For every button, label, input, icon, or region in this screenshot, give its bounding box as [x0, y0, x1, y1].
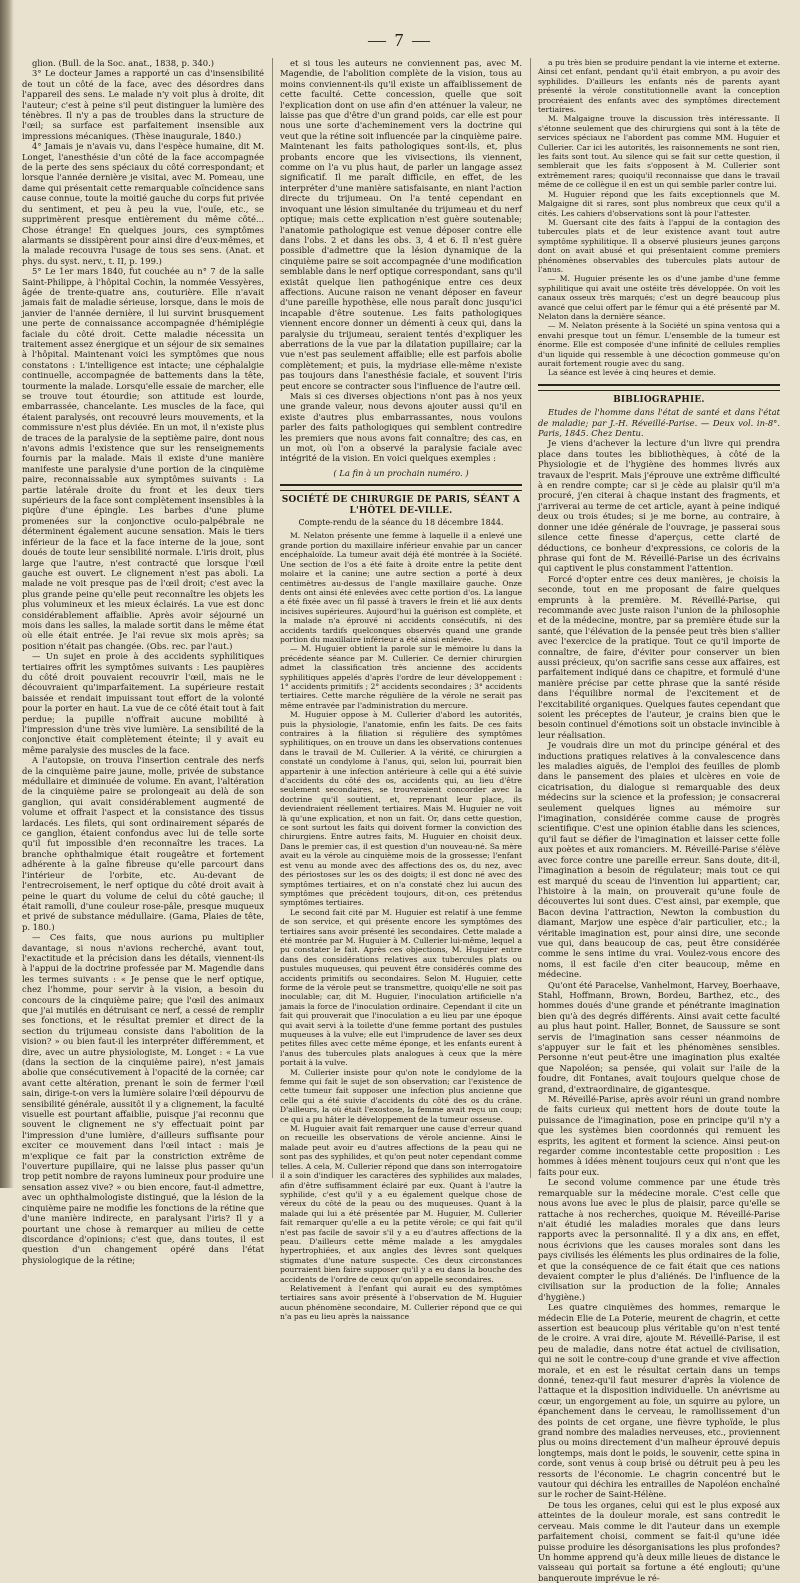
paragraph: M. Huguier oppose à M. Cullerier d'abord les autorités, puis la physiologie, l'anatomie, enfin les faits. De ces faits contraires à la filiation si régulière des symptômes syphilitiques, on en trouve un dans les observations contenues dans le travail de M. Cullerier. A la vérité, ce chirurgien a constaté un condylome à l'anus, qui, selon lui, pourrait bien appartenir à une infection antérieure à celle qui a été suivie d'accidents du côté des os, accidents qui, au lieu d'être seulement secondaires, se trouveraient concorder avec la doctrine qu'il soutient, et, reprenant leur place, ils deviendraient réellement tertiaires. Mais M. Huguier ne voit là qu'une explication, et non un fait. Or, dans cette question, ce sont surtout les faits qui doivent former la conviction des chirurgiens. Entre autres faits, M. Huguier en choisit deux. Dans le premier cas, il est question d'un nouveau-né. Sa mère avait eu la vérole au cinquième mois de la grossesse; l'enfant est venu au monde avec des affections des os, du nez, avec des périostoses sur les os des doigts; il est donc né avec des symptômes tertiaires, et on n'a constaté chez lui aucun des symptômes que précèdent toujours, dit-on, ces prétendus symptômes tertiaires. [280, 710, 522, 908]
book-title: Etudes de l'homme dans l'état de santé et dans l'état de maladie; par J.-H. Réveillé-Parise. — Deux vol. in-8°. Paris, 1845. Chez Dentu. [538, 407, 780, 439]
paragraph: M. Guersant cite des faits à l'appui de la contagion des tubercules plats et de leur existence avant tout autre symptôme syphilitique. Il a observé plusieurs jeunes garçons dont on avait abusé et qui présentaient comme premiers phénomènes observables des tubercules plats autour de l'anus. [538, 217, 780, 274]
paragraph: M. Cullerier insiste pour qu'on note le condylome de la femme qui fait le sujet de son observation; car l'existence de cette tumeur fait supposer une infection plus ancienne que celle qui a été suivie d'accidents du côté des os du crâne. D'ailleurs, la où était l'exostose, la femme avait reçu un coup; ce qui a pu hâter le développement de la tumeur osseuse. [280, 1067, 522, 1124]
paragraph: M. Nelaton présente une femme à laquelle il a enlevé une grande portion du maxillaire inférieur envahie par un cancer encéphaloïde. La tumeur avait déjà été montrée à la Société. Une section de l'os a été faite à droite entre la petite dent molaire et la canine; une autre section a porté à deux centimètres au-dessus de l'angle maxillaire gauche. Onze dents ont ainsi été enlevées avec cette portion d'os. La langue a été fixée avec un fil passé à travers le frein et lié aux dents incisives supérieures. Aujourd'hui la guérison est complète, et la malade n'a éprouvé ni accidents consécutifs, ni des accidents tardifs quelconques observés quand une grande portion du maxillaire inférieur a été ainsi enlevée. [280, 531, 522, 644]
paragraph: La séance est levée à cinq heures et demie. [548, 368, 716, 378]
paragraph: Qu'ont été Paracelse, Vanhelmont, Harvey, Boerhaave, Stahl, Hoffmann, Brown, Bordeu, Barthez, etc., des hommes doués d'une grande et pénétrante imagination bien qu'à des degrés différents. Ainsi avait cette faculté au plus haut point. Haller, Bonnet, de Saussure se sont servis de l'imagination sans cesser néanmoins de s'appuyer sur le fait et les phénomènes sensibles. Personne n'eut peut-être une imagination plus exaltée que Napoléon; sa pensée, qui volait sur l'aile de la foudre, dit Fontanes, avait toujours quelque chose de grand, d'extraordinaire, de gigantesque. [538, 979, 780, 1094]
paragraph: 4° Jamais je n'avais vu, dans l'espèce humaine, dit M. Longet, l'anesthésie d'un côté de la face accompagnée de la perte des sens spéciaux du côté correspondant; et lorsque l'année dernière je visitai, avec M. Pomeau, une dame qui présentait cette remarquable coïncidence sans cause connue, toute la moitié gauche du corps fut privée du sentiment, et peu à peu la vue, l'ouïe, etc., se supprimèrent presque entièrement du même côté... Chose étrange! En quelques jours, ces symptômes alarmants se dissipèrent pour ainsi dire d'eux-mêmes, et la malade recouvra l'usage de tous ses sens. (Anat. et phys. du syst. nerv., t. II, p. 199.) [22, 141, 264, 266]
paragraph: Les quatre cinquièmes des hommes, remarque le médecin Elie de La Poterie, meurent de chagrin, et cette assertion est beaucoup plus véritable qu'on n'est tenté de le croire. A vrai dire, ajoute M. Réveillé-Parise, il est peu de maladie, dans notre état actuel de civilisation, qui ne soit le contre-coup d'une grande et vive affection morale, et en est le résultat certain dans un temps donné, tenez-qu'il faut mesurer d'après la violence de l'attaque et la disposition individuelle. Un anévrisme au cœur, un engorgement au foie, un squirre au pylore, un épanchement dans le cerveau, le ramollissement d'un des points de cet organe, une fièvre typhoïde, le plus grand nombre des maladies nerveuses, etc., proviennent plus ou moins directement d'un malheur éprouvé depuis longtemps, mais dont le poids, le souvenir, cette spina in corde, sont venus à coup brisé ou détruit peu à peu les ressorts de l'économie. Le chagrin concentré but le vautour qui déchira les entrailles de Napoléon enchaîné sur le rocher de Saint-Hélène. [538, 1302, 780, 1500]
bibliography-title: BIBLIOGRAPHIE. [613, 394, 705, 405]
column-middle [280, 58, 522, 1322]
column-divider [272, 58, 273, 1178]
section-subtitle: Compte-rendu de la séance du 18 décembre 1844. [298, 518, 504, 528]
page-number: — 7 — [368, 30, 432, 50]
paragraph: — Ces faits, que nous aurions pu multiplier davantage, si nous n'avions recherché, avant tout, l'exactitude et la précision dans les détails, viennent-ils à l'appui de la doctrine professée par M. Magendie dans les termes suivants : « Je pense que le nerf optique, chez l'homme, pour servir à la vision, a besoin du concours de la cinquième paire; que l'œil des animaux que j'ai mutilés en détruisant ce nerf, a cessé de remplir ses fonctions, et le résultat premier et direct de la section du trijumeau consiste dans l'abolition de la vision? » ou bien faut-il les interpréter différemment, et dire, avec un autre physiologiste, M. Longet : « La vue (dans la section de la cinquième paire), n'est jamais abolie que consécutivement à l'opacité de la cornée; car avant cette altération, prenant le soin de fermer l'œil sain, dirige-t-on vers la lumière solaire l'œil dépourvu de sensibilité générale, aussitôt il y a clignement, la faculté visuelle est pourtant affaiblie, puisque j'ai reconnu que souvent le clignement ne s'y effectuait point par l'impression d'une lumière, d'ailleurs suffisante pour exciter ce mouvement dans l'œil intact : mais je m'explique ce fait par la constriction extrême de l'ouverture pupillaire, qui ne laisse plus passer qu'un trop petit nombre de rayons lumineux pour produire une sensation assez vive? » ou bien encore, faut-il admettre, avec un ophthalmologiste distingué, que la lésion de la cinquième paire ne modifie les fonctions de la rétine que d'une manière indirecte, en paralysant l'iris? Il y a pourtant une chose à remarquer au milieu de cette discordance d'opinions; c'est que, dans toutes, il est question d'un changement opéré dans l'état physiologique de la rétine; [22, 932, 264, 1265]
paragraph: Le second volume commence par une étude très remarquable sur la médecine morale. C'est celle que nous avons lue avec le plus de plaisir, parce qu'elle se rattache à nos recherches, quoique M. Réveillé-Parise n'ait étudié les maladies morales que dans leurs rapports avec la personnalité. Il y a dix ans, en effet, nous écrivions que les causes morales sont dans les pays civilisés les éléments les plus ordinaires de la folie, et que la conséquence de ce fait était que ces nations devaient compter le plus d'aliénés. De l'influence de la civilisation sur la production de la folie; Annales d'hygiène.) [538, 1177, 780, 1302]
paragraph: Mais si ces diverses objections n'ont pas à nos yeux une grande valeur, nous devons ajouter aussi qu'il en existe d'autres plus embarrassantes, nous voulons parler des faits pathologiques qui semblent contredire les premiers que nous avons fait connaître; des cas, en un mot, où l'on a observé la paralysie faciale avec intégrité de la vision. En voici quelques exemples : [280, 391, 522, 464]
paragraph: Relativement à l'enfant qui aurait eu des symptômes tertiaires sans avoir présenté à l'observation de M. Huguier aucun phénomène secondaire, M. Cullerier répond que ce qui n'a pas eu lieu après la naissance [280, 1283, 522, 1322]
paragraph: Le second fait cité par M. Huguier est relatif à une femme de son service, et qui présente encore les symptômes des tertiaires sans avoir présenté les secondaires. Cette malade a été montrée par M. Huguier à M. Cullerier lui-même, lequel a pu constater le fait. Après ces objections, M. Huguier entre dans des considérations relatives aux tubercules plats ou pustules muqueuses, qui peuvent être considérés comme des accidents primitifs ou secondaires. Selon M. Huguier, cette forme de la vérole peut se transmettre, quoiqu'elle ne soit pas inoculable; car, dit M. Huguier, l'inoculation artificielle n'a jamais la force de l'inoculation ordinaire. Cependant il cite un fait qui prouverait que l'inoculation a eu lieu par une époque qui avait servi à la toilette d'une femme portant des pustules muqueuses à la vulve; elle eut l'imprudence de laver ses deux petites filles avec cette même éponge, et les enfants eurent à l'anus des tubercules plats analogues à ceux que la mère portait à la vulve. [280, 907, 522, 1068]
paragraph: M. Réveillé-Parise, après avoir réuni un grand nombre de faits curieux qui mettent hors de doute toute la puissance de l'imagination, pose en principe qu'il n'y a que les systèmes bien coordonnés qui remuent les esprits, les agitent et forment la science. Ainsi peut-on regarder comme incontestable cette proposition : Les hommes à idées mènent toujours ceux qui n'ont que les faits pour eux. [538, 1094, 780, 1177]
paragraph: glion. (Bull. de la Soc. anat., 1838, p. 340.) [32, 58, 215, 68]
continued-notice: ( La fin à un prochain numéro. ) [333, 467, 469, 478]
paragraph: A l'autopsie, on trouva l'insertion centrale des nerfs de la cinquième paire jaune, molle, privée de substance médullaire et diminuée de volume. En avant, l'altération de la cinquième paire se prolongeait au delà de son ganglion, qui avait considérablement augmenté de volume et offrait l'aspect et la consistance des tissus lardacés. Les filets, qui sont ordinairement séparés de ce ganglion, étaient confondus avec lui de telle sorte qu'il fut impossible d'en reconnaître les traces. La branche ophthalmique était rougeâtre et fortement adhérente à la gaîne fibreuse qu'elle parcourt dans l'intérieur de l'orbite, etc. Au-devant de l'entrecroisement, le nerf optique du côté droit avait à peine le quart du volume de celui du côté gauche; il était ramolli, d'une couleur rose-pâle, presque muqueux et privé de substance médullaire. (Gama, Plaies de tête, p. 180.) [22, 755, 264, 932]
paragraph: M. Huguier avait fait remarquer une cause d'erreur quand on recueille les observations de vérole ancienne. Ainsi le malade peut avoir eu d'autres affections de la peau qui ne sont pas des syphilides, et qu'on peut noter cependant comme telles. A cela, M. Cullerier répond que dans son interrogatoire il a soin d'indiquer les caractères des syphilides aux malades, afin d'être suffisamment éclairé par eux. Quant à l'autre la syphilide, c'est qu'il y a eu également quelque chose de véreux du côté de la peau ou des muqueuses. Quant à la malade qui lui a été présentée par M. Huguier, M. Cullerier fait remarquer qu'elle a eu la petite vérole; ce qui fait qu'il n'est pas facile de savoir s'il y a eu d'autres affections de la peau. D'ailleurs cette même malade a les amygdales hypertrophiées, et aux angles des lèvres sont quelques stigmates d'une nature suspecte. Ces deux circonstances pourraient bien faire supposer qu'il y a eu dans la bouche des accidents de l'ordre de ceux qu'on appelle secondaires. [280, 1124, 522, 1284]
paragraph: M. Huguier répond que les faits exceptionnels que M. Malgaigne dit si rares, sont plus nombreux que ceux qu'il a cités. Les cahiers d'observations sont là pour l'attester. [538, 189, 780, 218]
paragraph: Je voudrais dire un mot du principe général et des inductions pratiques relatives à la convalescence dans les maladies aiguës, de l'emploi des feuilles de plomb dans le pansement des plaies et ulcères en voie de cicatrisation, du dialogue si remarquable des deux médecins sur la science et la profession; je consacrerai seulement quelques lignes au mémoire sur l'imagination, considérée comme cause de progrès scientifique. C'est une opinion établie dans les sciences, qu'il faut se défier de l'imagination et laisser cette folle aux poètes et aux romanciers. M. Réveillé-Parise s'élève avec force contre une pareille erreur. Sans doute, dit-il, l'imagination a besoin de régulateur; mais tout ce qui est marqué du sceau de l'invention lui appartient; car, l'histoire à la main, on prouverait qu'une foule de découvertes lui sont dues. C'est ainsi, par exemple, que Bacon devina l'attraction, Newton la combustion du diamant, Marjow une espèce d'air particulier, etc.; la véritable imagination est, pour ainsi dire, une seconde vue qui, dans beaucoup de cas, peut être considérée comme le sens intime du vrai. Voulez-vous encore des noms, il est facile d'en citer beaucoup, même en médecine. [538, 740, 780, 980]
paragraph: — Un sujet en proie à des accidents syphilitiques tertiaires offrit les symptômes suivants : Les paupières du côté droit pouvaient recouvrir l'œil, mais ne le découvraient qu'imparfaitement. La supérieure restait baissée et rendait impuissant tout effort de la volonté pour la porter en haut. La vue de ce côté était tout à fait perdue; la pupille n'offrait aucune mobilité à l'impression d'une très vive lumière. La sensibilité de la conjonctive était complètement éteinte; il y avait eu même paralysie des muscles de la face. [22, 651, 264, 755]
section-title: SOCIÉTÉ DE CHIRURGIE DE PARIS, SÉANT A L'HÔTEL DE-VILLE. [281, 495, 521, 516]
paragraph: Forcé d'opter entre ces deux manières, je choisis la seconde, tout en me proposant de faire quelques emprunts à la première. M. Réveillé-Parise, qui recommande avec juste raison l'union de la philosophie et de la médecine, montre, par sa première étude sur la santé, que l'élévation de la pensée peut très bien s'allier avec l'exercice de la pratique. Tout ce qu'il importe de connaître, de faire, d'éviter pour conserver un bien aussi précieux, qu'on sacrifie sans cesse aux affaires, est parfaitement indiqué dans ce chapitre, et formulé d'une manière précise par cette phrase que la santé réside dans l'équilibre normal de l'excitement et de l'excitabilité organiques. Quelques fautes cependant que soient les préceptes de l'auteur, je crains bien que le besoin continuel d'émotions soit un obstacle invincible à leur réalisation. [538, 573, 780, 740]
paragraph: 3° Le docteur James a rapporté un cas d'insensibilité de tout un côté de la face, avec des désordres dans l'appareil des sens. Le malade n'y voit plus à droite, dit l'auteur; c'est à peine s'il peut distinguer la lumière des ténèbres. Il n'y a pas de troubles dans la structure de l'œil; sa surface est parfaitement insensible aux impressions mécaniques. (Thèse inaugurale, 1840.) [22, 68, 264, 141]
paragraph: Je viens d'achever la lecture d'un livre qui prendra place dans toutes les bibliothèques, à côté de la Physiologie et de l'hygiène des hommes livrés aux travaux de l'esprit. Mais j'éprouve une extrême difficulté à en rendre compte; car si je cède au plaisir qu'il m'a procuré, j'en citerai à chaque instant des fragments, et j'arriverai au terme de cet article, ayant à peine indiqué deux ou trois études; si je me borne, au contraire, à donner une idée générale de l'ouvrage, je passerai sous silence cette finesse d'aperçus, cette clarté de déductions, ce bonheur d'expressions, ce coloris de la phrase qui font de M. Réveillé-Parise un des écrivains qui captivent le plus constamment l'attention. [538, 438, 780, 574]
paragraph: — M. Huguier obtient la parole sur le mémoire lu dans la précédente séance par M. Cullerier. Ce dernier chirurgien admet la classification très ancienne des accidents syphilitiques appelés d'après l'ordre de leur développement : 1° accidents primitifs ; 2° accidents secondaires ; 3° accidents tertiaires. Cette marche régulière de la vérole ne serait pas même entravée par l'administration du mercure. [280, 644, 522, 710]
paragraph: a pu très bien se produire pendant la vie interne et externe. Ainsi cet enfant, pendant qu'il était embryon, a pu avoir des syphilides. D'ailleurs les enfants nés de parents ayant présenté la vérole constitutionnelle avant la conception procréaient des enfants avec des symptômes directement tertiaires. [538, 58, 780, 115]
paragraph: De tous les organes, celui qui est le plus exposé aux atteintes de la douleur morale, est sans contredit le cerveau. Mais comme le dit l'auteur dans un exemple parfaitement choisi, comment se fait-il qu'une idée puisse produire les désorganisations les plus profondes? Un homme apprend qu'à deux mille lieues de distance le vaisseau qui portait sa fortune a été englouti; qu'une banqueroute imprévue le ré- [538, 1499, 780, 1583]
section-rule [538, 384, 780, 391]
book-binding-edge [0, 0, 14, 1188]
paragraph: M. Malgaigne trouve la discussion très intéressante. Il s'étonne seulement que des chirurgiens qui sont à la tête de services spéciaux ne l'abordent pas comme MM. Huguier et Cullerier. Car ici les autorités, les raisonnements ne sont rien, les faits sont tout. Au silence qui se fait sur cette question, il semblerait que les faits s'opposent à M. Cullerier sont extrêmement rares; quoiqu'il reconnaisse que dans le travail même de ce collègue il en est un qui semble parler contre lui. [538, 114, 780, 190]
paragraph: 5° Le 1er mars 1840, fut couchée au n° 7 de la salle Saint-Philippe, à l'hôpital Cochin, la nommée Vessyères, âgée de trente-quatre ans, couturière. Elle n'avait jamais fait de maladie sérieuse, lorsque, dans le mois de janvier de l'année dernière, il lui survint brusquement une perte de connaissance accompagnée d'hémiplégie faciale du côté droit. Cette maladie nécessita un traitement assez énergique et un séjour de six semaines à l'hôpital. Maintenant voici les symptômes que nous constatons : L'intelligence est intacte; une céphalalgie continuelle, accompagnée de battements dans la tête, tourmente la malade. Lorsqu'elle essaie de marcher, elle se trouve tout étourdie; son attitude est lourde, embarrassée, chancelante. Les muscles de la face, qui étaient paralysés, ont recouvré leurs mouvements, et la commissure n'est plus déviée. En un mot, il n'existe plus de traces de la paralysie de la septième paire, dont nous n'avons admis l'existence que sur les renseignements fournis par la malade. Mais il existe d'une manière manifeste une paralysie d'une portion de la cinquième paire, reconnaissable aux symptômes suivants : La partie latérale droite du front et les deux tiers supérieurs de la face sont complètement insensibles à la piqûre d'une épingle. Les barbes d'une plume promenées sur la conjonctive oculo-palpébrale ne déterminent également aucune sensation. Mais le tiers inférieur de la face et la face interne de la joue, sont doués de toute leur sensibilité normale. L'iris droit, plus large que l'autre, n'est contracté que lorsque l'œil gauche est ouvert. Le clignement n'est pas aboli. La malade ne voit presque pas de l'œil droit; c'est avec la plus grande peine qu'elle peut reconnaître les objets les plus volumineux et les mieux éclairés. La vue est donc considérablement affaiblie. Après avoir séjourné un mois dans les salles, la malade sortit dans le même état où elle était entrée. Je l'ai revue six mois après; sa position n'était pas changée. (Obs. rec. par l'aut.) [22, 266, 264, 651]
paragraph: — M. Huguier présente les os d'une jambe d'une femme syphilitique qui avait une ostéite très développée. On voit les canaux osseux très marqués; c'est un degré beaucoup plus avancé que celui offert par le fémur qui a été présenté par M. Nelaton dans la dernière séance. [538, 274, 780, 321]
paragraph: et si tous les auteurs ne conviennent pas, avec M. Magendie, de l'abolition complète de la vision, tous au moins conviennent-ils qu'il existe un affaiblissement de cette faculté. Cette concession, quelle que soit l'explication dont on use afin d'en atténuer la valeur, ne laisse pas que d'être d'un grand poids, car elle est pour nous une sorte d'acheminement vers la doctrine qui veut que la rétine soit influencée par la cinquième paire. Maintenant les faits pathologiques sont-ils, et, plus probants encore que les vivisections, ils viennent, comme on l'a vu plus haut, de parler un langage assez significatif. Il me paraît difficile, en effet, de les interpréter d'une manière satisfaisante, en niant l'action directe du trijumeau. On l'a tenté cependant en invoquant une lésion simultanée du trijumeau et du nerf optique; mais cette explication n'est guère soutenable; l'anatomie pathologique est venue déposer contre elle dans l'obs. 2 et dans les obs. 3, 4 et 6. Il n'est guère possible d'admettre que la lésion dynamique de la cinquième paire se soit accompagnée d'une modification semblable dans le nerf optique correspondant, sans qu'il existât quelque lien pathogénique entre ces deux affections. Aucune raison ne venant déposer en faveur d'une pareille hypothèse, elle nous paraît donc jusqu'ici incapable d'être soutenue. Les faits pathologiques viennent encore donner un démenti à ceux qui, dans la paralysie du trijumeau, seraient tentés d'expliquer les aberrations de la vue par la dilatation pupillaire; car la vue n'est pas seulement affaiblie; elle est parfois abolie complètement; et puis, la mydriase elle-même n'existe pas toujours dans l'anesthésie faciale, et souvent l'iris peut encore se contracter sous l'influence de l'autre œil. [280, 58, 522, 391]
column-right [538, 58, 780, 1583]
column-divider [530, 58, 531, 1178]
column-left [22, 58, 264, 1265]
paragraph: — M. Nelaton présente à la Société un spina ventosa qui a envahi presque tout un fémur. L'ensemble de la tumeur est énorme. Elle est composée d'une infinité de cellules remplies d'un liquide qui ressemble à une décoction gommeuse qu'on aurait fortement rougie avec du sang. [538, 321, 780, 368]
section-rule [280, 484, 522, 491]
